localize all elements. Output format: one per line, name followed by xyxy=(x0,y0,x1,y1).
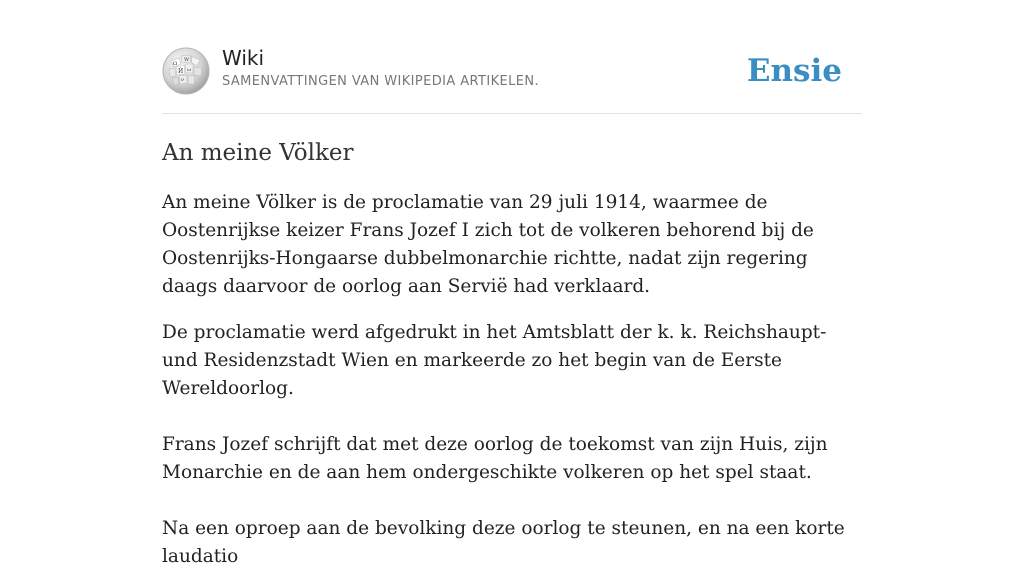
header-divider xyxy=(162,113,862,114)
site-tagline: SAMENVATTINGEN VAN WIKIPEDIA ARTIKELEN. xyxy=(222,74,540,89)
wikipedia-globe-icon[interactable] xyxy=(162,47,210,95)
site-header xyxy=(162,46,862,98)
article-title: An meine Völker xyxy=(162,140,354,166)
svg-text:W: W xyxy=(184,57,190,63)
article-body xyxy=(162,138,862,571)
svg-text:Ѝ: Ѝ xyxy=(178,68,184,75)
article-paragraph-body: De proclamatie werd afgedrukt in het Amtsblatt der k. k. Reichshaupt- und Residenzstadt Wien en markeerde zo het begin van de Eerste Wereldoorlog. Frans Jozef schrijft dat met deze oorlog de toekomst van zijn Huis, zijn Monarchie en de aan hem ondergeschikte volkeren op het spel staat. Na een oproep aan de bevolking deze oorlog te steunen, en na een korte laudatio xyxy=(162,322,845,567)
svg-text:Ω: Ω xyxy=(173,61,178,67)
svg-text:ω: ω xyxy=(187,67,192,73)
ensie-brand-logo[interactable]: Ensie xyxy=(746,53,842,89)
svg-text:ν: ν xyxy=(181,77,185,83)
page-container xyxy=(162,0,862,567)
site-title[interactable]: Wiki xyxy=(222,46,265,70)
article-paragraph-intro: An meine Völker is de proclamatie van 29 juli 1914, waarmee de Oostenrijkse keizer Frans Jozef I zich tot de volkeren behorend bij de Oostenrijks-Hongaarse dubbelmonarchie richtte, nadat zijn regering daags daarvoor de oorlog aan Servië had verklaard. xyxy=(162,192,814,297)
